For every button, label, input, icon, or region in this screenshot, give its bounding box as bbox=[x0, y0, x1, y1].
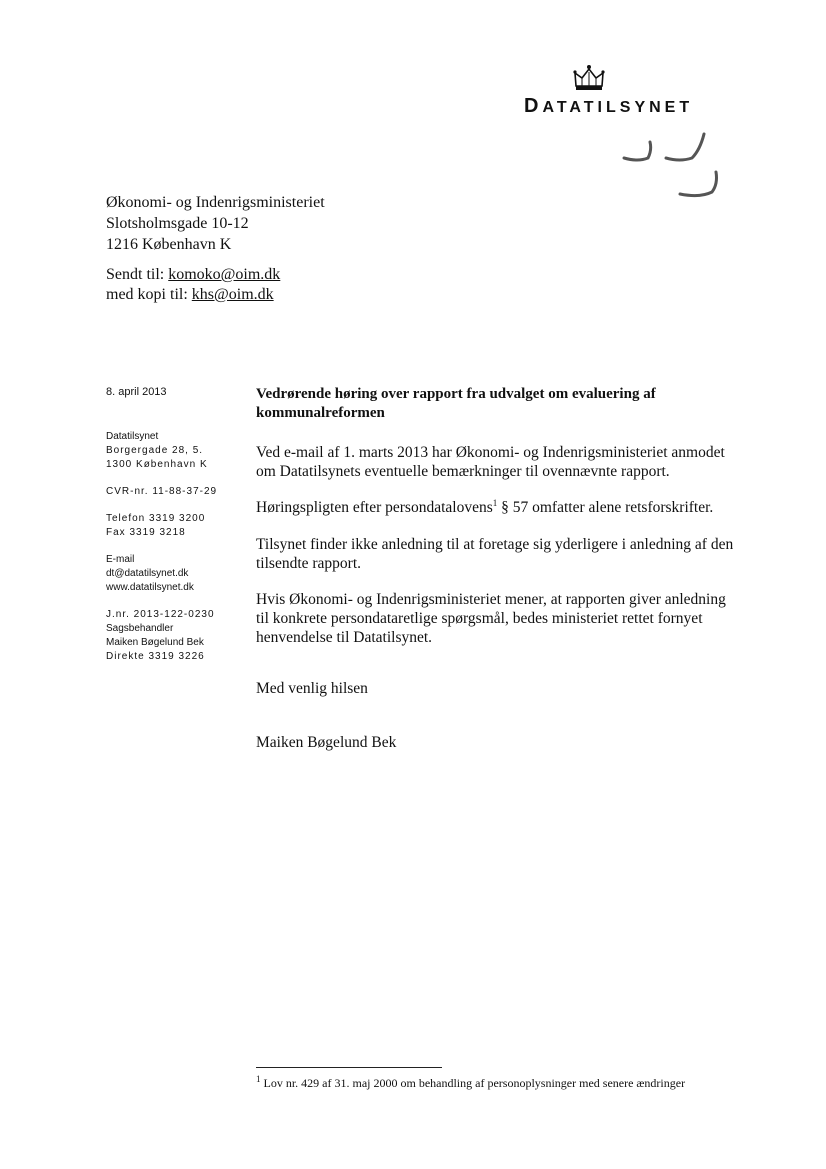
letter-subject: Vedrørende høring over rapport fra udvalget om evaluering af kommunalreformen bbox=[256, 386, 656, 421]
closing-greeting: Med venlig hilsen bbox=[256, 680, 368, 697]
sender-email-label: E-mail bbox=[106, 554, 135, 565]
brand-wordmark: DATATILSYNET bbox=[524, 95, 694, 117]
handler-name: Maiken Bøgelund Bek bbox=[106, 637, 204, 648]
sent-to-label: Sendt til: bbox=[106, 266, 169, 283]
sent-to-block bbox=[106, 265, 280, 305]
footnote: $^1$ Lov nr. 429 af 31. maj 2000 om behandling af personoplysninger med senere ændringer bbox=[256, 1074, 686, 1090]
sender-fax: Fax 3319 3218 bbox=[106, 527, 186, 538]
footnote-ref: 1 bbox=[492, 497, 498, 508]
sender-name: Datatilsynet bbox=[106, 431, 159, 442]
cc-label: med kopi til: bbox=[106, 286, 192, 303]
recipient-address bbox=[106, 192, 325, 255]
sender-cvr: CVR-nr. 11-88-37-29 bbox=[106, 486, 218, 497]
paragraph-1: Ved e-mail af 1. marts 2013 har Økonomi- og Indenrigsministeriet anmodet om Datatilsynets eventuelle bemærkninger til ovennævnte rapport. bbox=[256, 444, 725, 480]
handler-label: Sagsbehandler bbox=[106, 623, 174, 634]
footnote-divider bbox=[256, 1067, 442, 1068]
journal-number: J.nr. 2013-122-0230 bbox=[106, 609, 215, 620]
sender-info bbox=[106, 430, 217, 677]
sender-street: Borgergade 28, 5. bbox=[106, 445, 204, 456]
handwritten-mark bbox=[618, 128, 728, 203]
sender-phone: Telefon 3319 3200 bbox=[106, 513, 206, 524]
sent-to-email-link[interactable]: komoko@oim.dk bbox=[168, 266, 281, 283]
recipient-street: Slotsholmsgade 10-12 bbox=[106, 215, 249, 232]
sender-email-link[interactable]: dt@datatilsynet.dk bbox=[106, 568, 189, 579]
paragraph-3: Tilsynet finder ikke anledning til at foretage sig yderligere i anledning af den tilsendte rapport. bbox=[256, 536, 734, 572]
direct-phone: Direkte 3319 3226 bbox=[106, 651, 205, 662]
recipient-name: Økonomi- og Indenrigsministeriet bbox=[106, 194, 325, 211]
paragraph-2: Høringspligten efter persondatalovens$^1$ § 57 omfatter alene retsforskrifter. bbox=[256, 497, 714, 516]
cc-email-link[interactable]: khs@oim.dk bbox=[191, 286, 274, 303]
recipient-city: 1216 København K bbox=[106, 236, 232, 253]
signature-name: Maiken Bøgelund Bek bbox=[256, 734, 397, 751]
crown-icon bbox=[572, 64, 606, 92]
sender-city: 1300 København K bbox=[106, 459, 208, 470]
paragraph-4: Hvis Økonomi- og Indenrigsministeriet mener, at rapporten giver anledning til konkrete persondataretlige spørgsmål, bedes ministeriet rettet fornyet henvendelse til Datatilsynet. bbox=[256, 591, 726, 646]
letter-date: 8. april 2013 bbox=[106, 386, 167, 398]
sender-web-link[interactable]: www.datatilsynet.dk bbox=[106, 582, 194, 593]
